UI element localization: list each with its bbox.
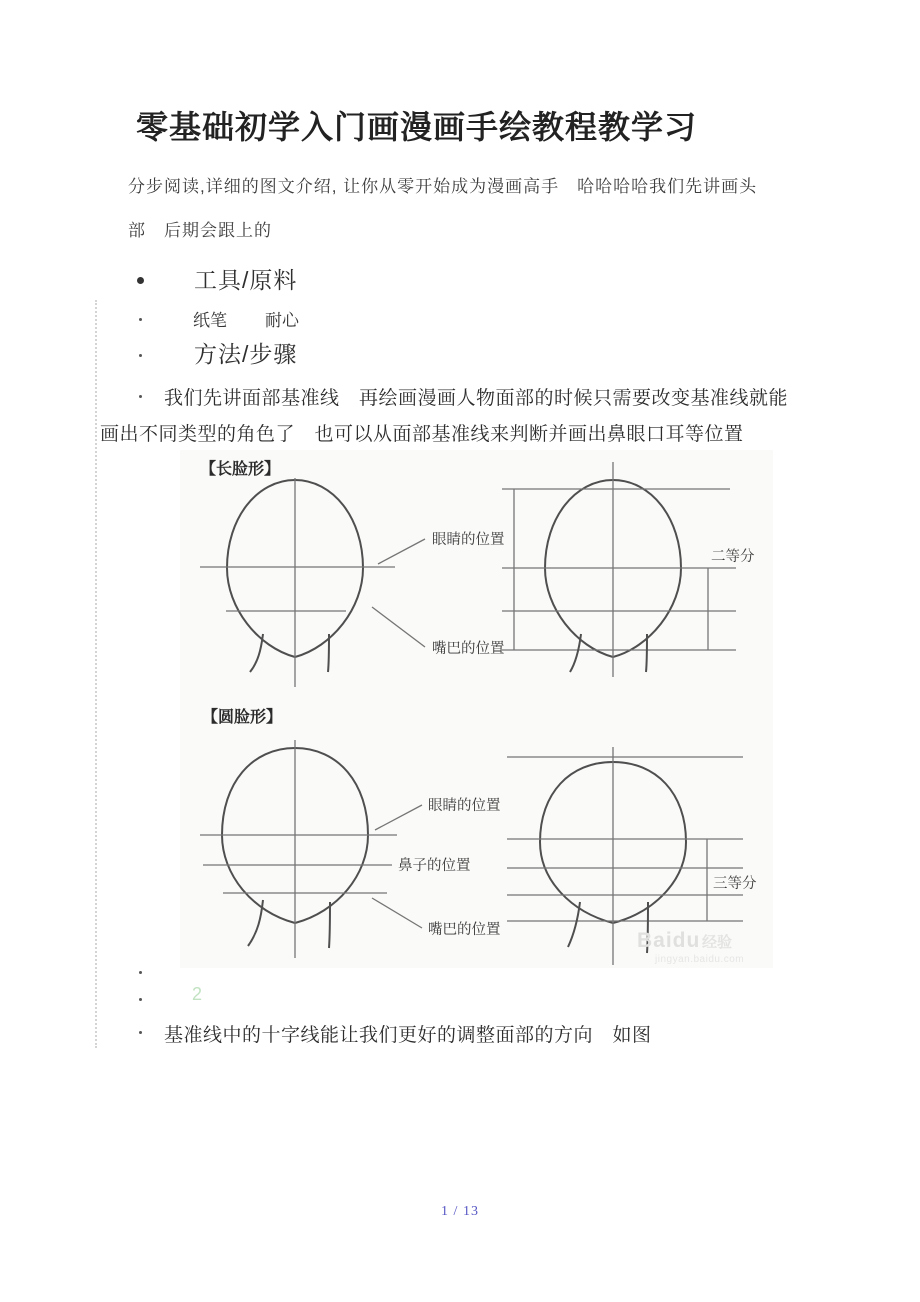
long-face-section-label: 【长脸形】 (200, 461, 281, 478)
step-1-text-line-1: 我们先讲面部基准线 再绘画漫画人物面部的时候只需要改变基准线就能 (164, 388, 789, 409)
page-number-total: 13 (462, 1204, 479, 1219)
bullet-dot-icon (137, 277, 144, 284)
neck-line (328, 634, 329, 672)
watermark-url: jingyan.baidu.com (655, 954, 745, 965)
tools-heading: 工具/原料 (194, 267, 298, 293)
page-title: 零基础初学入门画漫画手绘教程教学习 (136, 109, 698, 145)
material-item: 纸笔 (193, 311, 227, 330)
bullet-dot-icon (139, 971, 142, 974)
left-margin-dotted-guide (95, 300, 97, 1048)
long-face-diagram (200, 459, 755, 687)
neck-line (568, 902, 580, 947)
step-2-text: 基准线中的十字线能让我们更好的调整面部的方向 如图 (164, 1025, 652, 1046)
leader-line (372, 898, 422, 928)
material-item: 耐心 (265, 311, 299, 330)
subtitle-line-1: 分步阅读,详细的图文介绍, 让你从零开始成为漫画高手 哈哈哈哈我们先讲画头 (128, 177, 758, 196)
nose-position-label: 鼻子的位置 (398, 858, 471, 874)
eye-position-label: 眼睛的位置 (432, 532, 505, 548)
face-guidelines-figure (180, 450, 773, 968)
leader-line (372, 607, 425, 647)
baidu-watermark (637, 929, 744, 965)
leader-line (378, 539, 425, 564)
face-guidelines-svg (180, 450, 773, 968)
mouth-position-label: 嘴巴的位置 (432, 641, 505, 657)
bullet-dot-icon (139, 354, 142, 357)
steps-heading: 方法/步骤 (194, 341, 298, 367)
round-face-section-label: 【圆脸形】 (202, 709, 283, 726)
eye-position-label: 眼睛的位置 (428, 798, 501, 814)
trisection-label: 三等分 (713, 876, 757, 892)
bullet-dot-icon (139, 998, 142, 1001)
step-1-text-line-2: 画出不同类型的角色了 也可以从面部基准线来判断并画出鼻眼口耳等位置 (100, 424, 744, 445)
materials-row (193, 306, 299, 331)
subtitle-line-2: 部 后期会跟上的 (128, 221, 272, 240)
bullet-dot-icon (139, 318, 142, 321)
page-number-current: 1 (441, 1204, 450, 1219)
bullet-dot-icon (139, 395, 142, 398)
round-face-diagram (200, 707, 757, 965)
neck-line (329, 902, 330, 948)
bisection-label: 二等分 (711, 549, 755, 565)
mouth-position-label: 嘴巴的位置 (428, 922, 501, 938)
neck-line (570, 634, 581, 672)
watermark-brand: Baidu (637, 929, 701, 952)
page-number-separator: / (453, 1204, 459, 1219)
neck-line (646, 634, 647, 672)
page-number (0, 1204, 920, 1220)
step-2-marker: 2 (192, 984, 203, 1004)
leader-line (375, 805, 422, 830)
watermark-suffix: 经验 (702, 934, 733, 951)
bullet-dot-icon (139, 1031, 142, 1034)
